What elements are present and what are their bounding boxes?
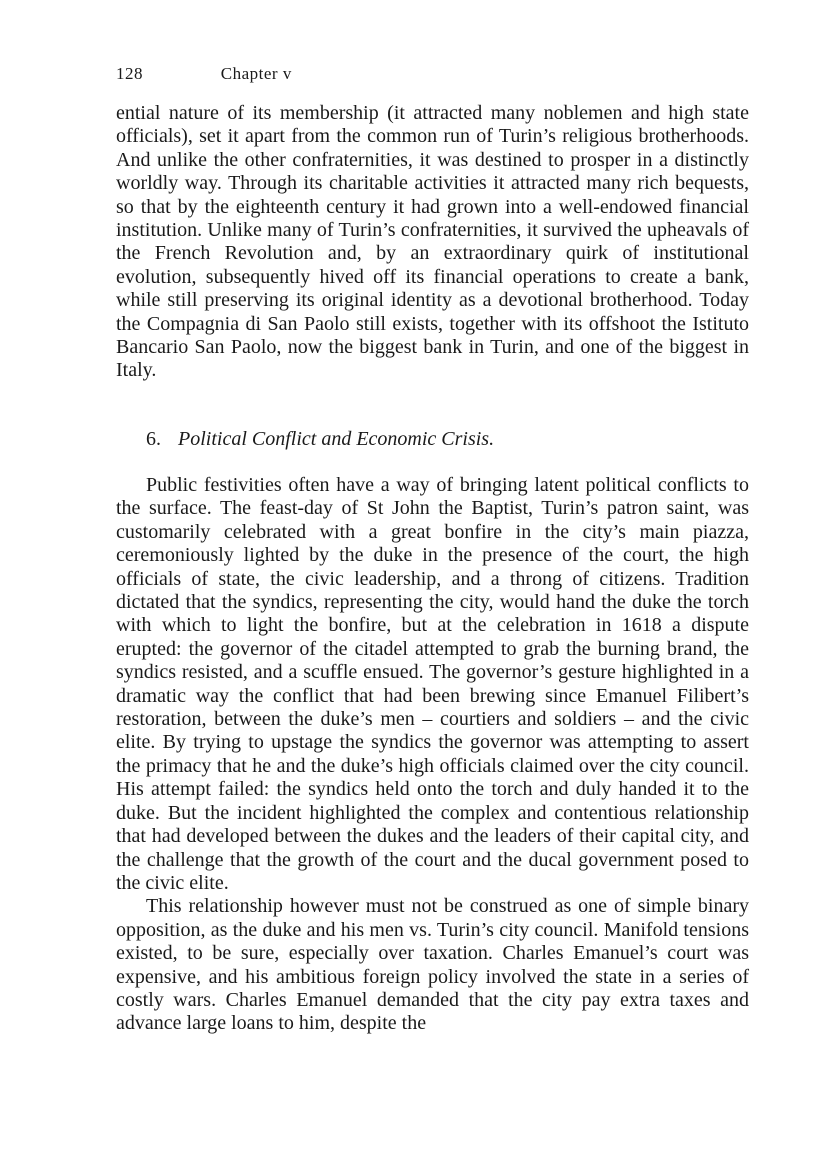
section-heading [146, 428, 494, 451]
opening-text-block [116, 102, 749, 383]
paragraph: ential nature of its membership (it attracted many noblemen and high state officials), set it apart from the common run of Turin’s religious brotherhoods. And unlike the other confraternities, it was destined to prosper in a distinctly worldly way. Through its charitable activities it attracted many rich bequests, so that by the eighteenth century it had grown into a well-endowed financial institution. Unlike many of Turin’s confraternities, it survived the upheavals of the French Revolution and, by an extraordinary quirk of institutional evolution, subsequently hived off its financial operations to create a bank, while still preserving its original identity as a devotional brotherhood. Today the Compagnia di San Paolo still exists, together with its offshoot the Istituto Bancario San Paolo, now the biggest bank in Turin, and one of the biggest in Italy. [116, 102, 749, 382]
page-header [116, 64, 292, 84]
section-number: 6. [146, 428, 161, 450]
paragraph: Public festivities often have a way of bringing latent political conflicts to the surface. The feast-day of St John the Baptist, Turin’s patron saint, was customarily celebrated with a great bonfire in the city’s main piazza, ceremoniously lighted by the duke in the presence of the court, the high officials of state, the civic leadership, and a throng of citizens. Tradition dictated that the syndics, representing the city, would hand the duke the torch with which to light the bonfire, but at the celebration in 1618 a dispute erupted: the governor of the citadel attempted to grab the burning brand, the syndics resisted, and a scuffle ensued. The governor’s gesture highlighted in a dramatic way the conflict that had been brewing since Emanuel Filibert’s restoration, between the duke’s men – courtiers and soldiers – and the civic elite. By trying to upstage the syndics the governor was attempting to assert the primacy that he and the duke’s high officials claimed over the city council. His attempt failed: the syndics held onto the torch and duly handed it to the duke. But the incident highlighted the complex and contentious relationship that had developed between the dukes and the leaders of their capital city, and the challenge that the growth of the court and the ducal government posed to the civic elite. [116, 474, 749, 894]
paragraph: This relationship however must not be construed as one of simple binary opposition, as the duke and his men vs. Turin’s city council. Manifold tensions existed, to be sure, especially over taxation. Charles Emanuel’s court was expensive, and his ambitious foreign policy involved the state in a series of costly wars. Charles Emanuel demanded that the city pay extra taxes and advance large loans to him, despite the [116, 895, 749, 1035]
section-text-block [116, 474, 749, 1036]
section-title: Political Conflict and Economic Crisis. [178, 428, 495, 450]
page-number: 128 [116, 64, 143, 83]
running-head: Chapter v [220, 64, 292, 83]
